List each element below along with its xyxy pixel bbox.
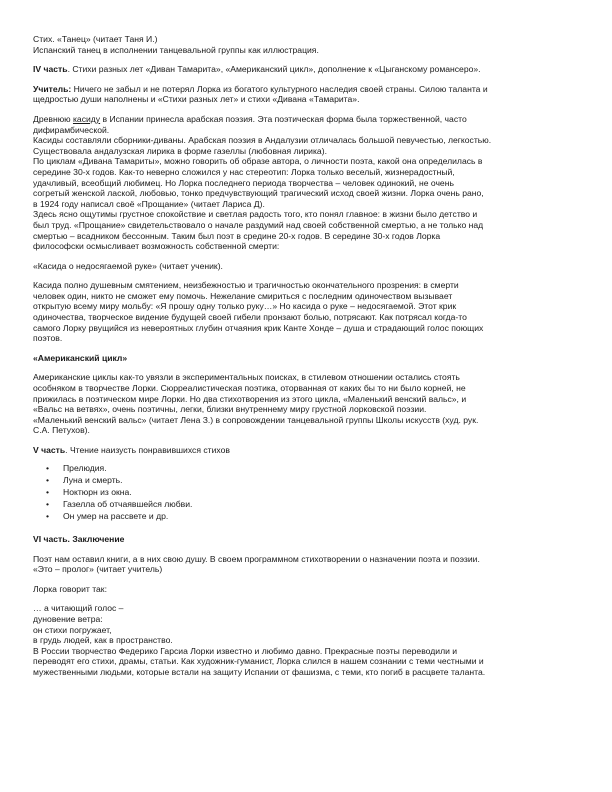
list-item	[33, 486, 581, 498]
kasida-line: Касиды составляли сборники-диваны. Арабская поэзия в Андалузии отличалась большой певучестью, легкостью.	[33, 135, 492, 146]
final-line: В России творчество Федерико Гарсиа Лорки известно и любимо давно. Прекрасные поэты переводили и	[33, 645, 458, 656]
american-line: Американские циклы как-то увязли в экспериментальных поисках, в стилевом отношении остались стоять	[33, 372, 460, 383]
list-item	[33, 498, 581, 510]
american-heading-text: «Американский цикл»	[33, 352, 128, 363]
kasida-line: дифирамбической.	[33, 124, 110, 135]
kasida-para-line: самого Лорку рвущийся из невероятных глубин отчаяния крик Канте Хонде – душа и страдающий голос поющих	[33, 322, 484, 333]
final-line: переводят его стихи, драмы, статьи. Как художник-гуманист, Лорка слился в нашем сознании с теми честными и	[33, 656, 484, 667]
kasida-line: Существовала андалузская лирика в форме газеллы (любовная лирика).	[33, 145, 327, 156]
kasida-para-line: человек один, никто не сможет ему помочь. Нежелание смириться с последним одиночеством вызывает	[33, 290, 453, 301]
kasida-link[interactable]: касиду	[72, 113, 101, 124]
list-item-text: Ноктюрн из окна.	[63, 486, 132, 497]
part4-label: IV часть	[33, 64, 68, 75]
kasida-line: смертью – всадником бессонным. Таким был поэт в средине 20-х годов. В середине 30-х годов Лорка	[33, 230, 441, 241]
list-item-text: Он умер на рассвете и др.	[63, 510, 169, 521]
part5-label: V часть	[33, 445, 66, 455]
kasida-para-line: открытую всему миру мольбу: «Я прошу одну только руку…» Но касида о руке – недосягаемой. Этот крик	[33, 301, 457, 312]
bullet-icon: •	[46, 462, 50, 473]
part4-text: . Стихи разных лет «Диван Тамарита», «Американский цикл», дополнение к «Цыганскому романсеро».	[67, 64, 481, 75]
poem-line: … а читающий голос –	[33, 603, 124, 614]
part5-heading	[33, 445, 581, 456]
american-line: «Вальс на ветвях», очень поэтичны, легки, близки внутреннему миру грустной лорковской поэзии.	[33, 404, 427, 415]
kasida-line: философски осмысливает возможность собственной смерти:	[33, 241, 280, 252]
bullet-icon: •	[46, 498, 50, 509]
list-item	[33, 510, 581, 522]
american-heading	[33, 353, 581, 364]
part6-line: «Это – пролог» (читает учитель)	[33, 564, 163, 575]
lorca-says: Лорка говорит так:	[33, 583, 107, 594]
kasida-before: Древнюю	[33, 113, 73, 124]
poem-line: он стихи погружает,	[33, 624, 112, 635]
final-line: мужественными людьми, которые встали на защиту Испании от фашизма, с теми, кто погиб в расцвете таланта.	[33, 667, 486, 677]
list-item	[33, 462, 581, 474]
poem-line: в грудь людей, как в пространство.	[33, 635, 173, 646]
bullet-icon: •	[46, 486, 50, 497]
intro-line: Стих. «Танец» (читает Таня И.)	[33, 34, 158, 44]
part4-paragraph	[33, 64, 581, 75]
intro-line: Испанский танец в исполнении танцевальной группы как иллюстрация.	[33, 44, 319, 55]
poem-line: дуновение ветра:	[33, 614, 103, 625]
kasida-line: был труд. «Прощание» свидетельствовало о начале раздумий над своей собственной смертью, а не только над	[33, 219, 484, 230]
teacher-label: Учитель:	[33, 83, 72, 94]
kasida-line: середине 30-х годов. Как-то неверно сложился у нас стереотип: Лорка только веселый, жизнерадостный,	[33, 166, 455, 177]
kasida-reading: «Касида о недосягаемой руке» (читает ученик).	[33, 260, 223, 271]
teacher-line: Ничего не забыл и не потерял Лорка из богатого культурного наследия своей страны. Силою таланта и	[71, 83, 488, 94]
kasida-after: в Испании принесла арабская поэзия. Эта поэтическая форма была торжественной, часто	[100, 113, 467, 124]
part5-text: . Чтение наизусть понравившихся стихов	[65, 445, 230, 455]
document-page	[33, 34, 581, 678]
list-item-text: Газелла об отчаявшейся любви.	[63, 498, 193, 509]
list-item-text: Луна и смерть.	[63, 474, 123, 485]
list-item-text: Прелюдия.	[63, 462, 107, 473]
bullet-icon: •	[46, 510, 50, 521]
bullet-icon: •	[46, 474, 50, 485]
kasida-line: удачливый, всеобщий любимец. Но Лорка последнего периода творчества – человек одинокий, не очень	[33, 177, 454, 188]
kasida-line: согретый женской лаской, любовью, тонко предчувствующий трагический исход своей жизни. Лорка очень рано,	[33, 188, 484, 199]
part6-heading-text: VI часть. Заключение	[33, 534, 125, 545]
part6-heading	[33, 534, 581, 545]
teacher-paragraph	[33, 84, 581, 95]
kasida-first-line	[33, 114, 581, 125]
american-line: «Маленький венский вальс» (читает Лена З.) в сопровождении танцевальной группы Школы искусств (худ. рук.	[33, 414, 479, 425]
poem-list	[33, 462, 581, 522]
kasida-line: в 1924 году написал своё «Прощание» (читает Лариса Д).	[33, 198, 265, 209]
american-line: особняком в творчестве Лорки. Сюрреалистическая поэтика, оторванная от каких бы то ни было корней, не	[33, 383, 466, 394]
part6-line: Поэт нам оставил книги, а в них свою душу. В своем программном стихотворении о назначении поэта и поэзии.	[33, 553, 480, 564]
kasida-para-line: Касида полно душевным смятением, неизбежностью и трагичностью окончательного прозрения: в смерти	[33, 280, 459, 291]
list-item	[33, 474, 581, 486]
kasida-line: Здесь ясно ощутимы грустное спокойствие и светлая радость того, кто понял главное: в жизни было детство и	[33, 209, 478, 220]
kasida-para-line: одиночества, творческое видение будущей своей гибели пронзают болью, потрясают. Как потрясал когда-то	[33, 312, 467, 323]
american-line: прижилась в поэтическом мире Лорки. Но два стихотворения из этого цикла, «Маленький венский вальс», и	[33, 393, 467, 404]
kasida-para-line: поэтов.	[33, 333, 63, 344]
american-line: С.А. Петухов).	[33, 425, 90, 436]
teacher-line: щедростью души наполнены и «Стихи разных лет» и стихи «Дивана «Тамарита».	[33, 94, 360, 105]
kasida-line: По циклам «Дивана Тамариты», можно говорить об образе автора, о личности поэта, какой она определилась в	[33, 156, 483, 167]
